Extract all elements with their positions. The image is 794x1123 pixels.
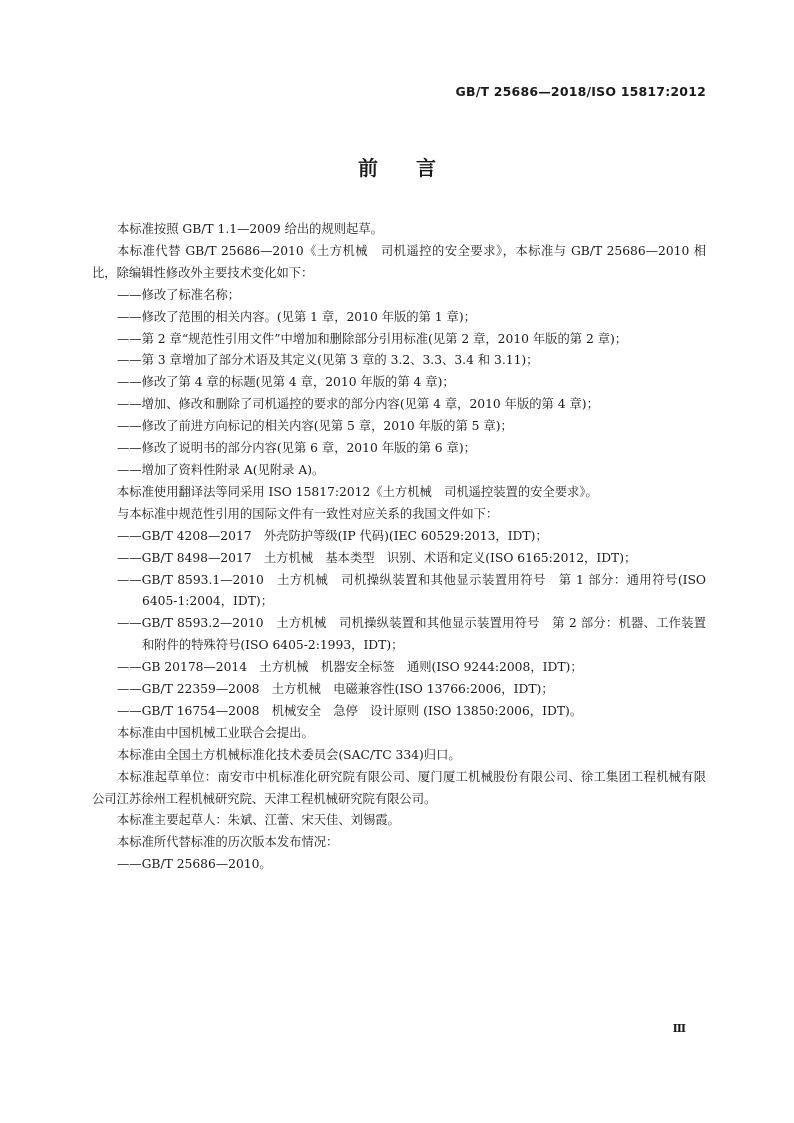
reference-item: ——GB/T 4208—2017 外壳防护等级(IP 代码)(IEC 60529:2013，IDT)； [117,528,548,543]
change-item: ——第 2 章“规范性引用文件”中增加和删除部分引用标准(见第 2 章，2010 年版的第 2 章)； [117,331,628,346]
reference-item: ——GB/T 8498—2017 土方机械 基本类型 识别、术语和定义(ISO 6165:2012，IDT)； [117,550,637,565]
page-title: 前言 [358,156,474,180]
change-item: ——增加、修改和删除了司机遥控的要求的部分内容(见第 4 章，2010 年版的第 4 章)； [117,397,599,412]
paragraph-adoption: 本标准使用翻译法等同采用 ISO 15817:2012《土方机械 司机遥控装置的安全要求》。 [117,484,598,499]
change-item: ——第 3 章增加了部分术语及其定义(见第 3 章的 3.2、3.3、3.4 和 3.11)； [117,353,539,368]
standard-code-header: GB/T 25686—2018/ISO 15817:2012 [455,84,706,99]
paragraph-drafting-units: 本标准起草单位：南安市中机标准化研究院有限公司、厦门厦工机械股份有限公司、徐工集团工程机械有限公司江苏徐州工程机械研究院、天津工程机械研究院有限公司。 [92,769,706,806]
history-item: ——GB/T 25686—2010。 [117,857,272,872]
paragraph-drafters: 本标准主要起草人：朱斌、江蕾、宋天佳、刘锡霞。 [117,813,400,828]
change-item: ——修改了范围的相关内容。(见第 1 章，2010 年版的第 1 章)； [117,309,476,324]
paragraph-drafting-rules: 本标准按照 GB/T 1.1—2009 给出的规则起草。 [117,222,383,236]
change-item: ——修改了第 4 章的标题(见第 4 章，2010 年版的第 4 章)； [117,375,455,390]
reference-item: ——GB 20178—2014 土方机械 机器安全标签 通则(ISO 9244:2008，IDT)； [117,660,583,675]
paragraph-history-intro: 本标准所代替标准的历次版本发布情况： [117,835,339,850]
paragraph-committee: 本标准由全国土方机械标准化技术委员会(SAC/TC 334)归口。 [117,747,461,762]
paragraph-ref-intro: 与本标准中规范性引用的国际文件有一致性对应关系的我国文件如下： [117,506,499,521]
reference-item: ——GB/T 16754—2008 机械安全 急停 设计原则 (ISO 13850:2006，IDT)。 [117,703,583,718]
reference-item: ——GB/T 22359—2008 土方机械 电磁兼容性(ISO 13766:2006，IDT)； [117,682,554,697]
reference-item: ——GB/T 8593.2—2010 土方机械 司机操纵装置和其他显示装置用符号 第 2 部分：机器、工作装置和附件的特殊符号(ISO 6405-2:1993，IDT)； [117,616,706,653]
page-number: Ⅲ [672,1022,686,1035]
reference-item: ——GB/T 8593.1—2010 土方机械 司机操纵装置和其他显示装置用符号 第 1 部分：通用符号(ISO 6405-1:2004，IDT)； [117,572,706,609]
change-item: ——修改了说明书的部分内容(见第 6 章，2010 年版的第 6 章)； [117,441,476,456]
foreword-body [92,219,706,876]
change-item: ——修改了前进方向标记的相关内容(见第 5 章，2010 年版的第 5 章)； [117,419,513,434]
change-item: ——修改了标准名称； [117,287,240,302]
paragraph-proposer: 本标准由中国机械工业联合会提出。 [117,725,314,740]
paragraph-replacement: 本标准代替 GB/T 25686—2010《土方机械 司机遥控的安全要求》，本标准与 GB/T 25686—2010 相比，除编辑性修改外主要技术变化如下： [92,243,706,280]
change-item: ——增加了资料性附录 A(见附录 A)。 [117,462,325,477]
